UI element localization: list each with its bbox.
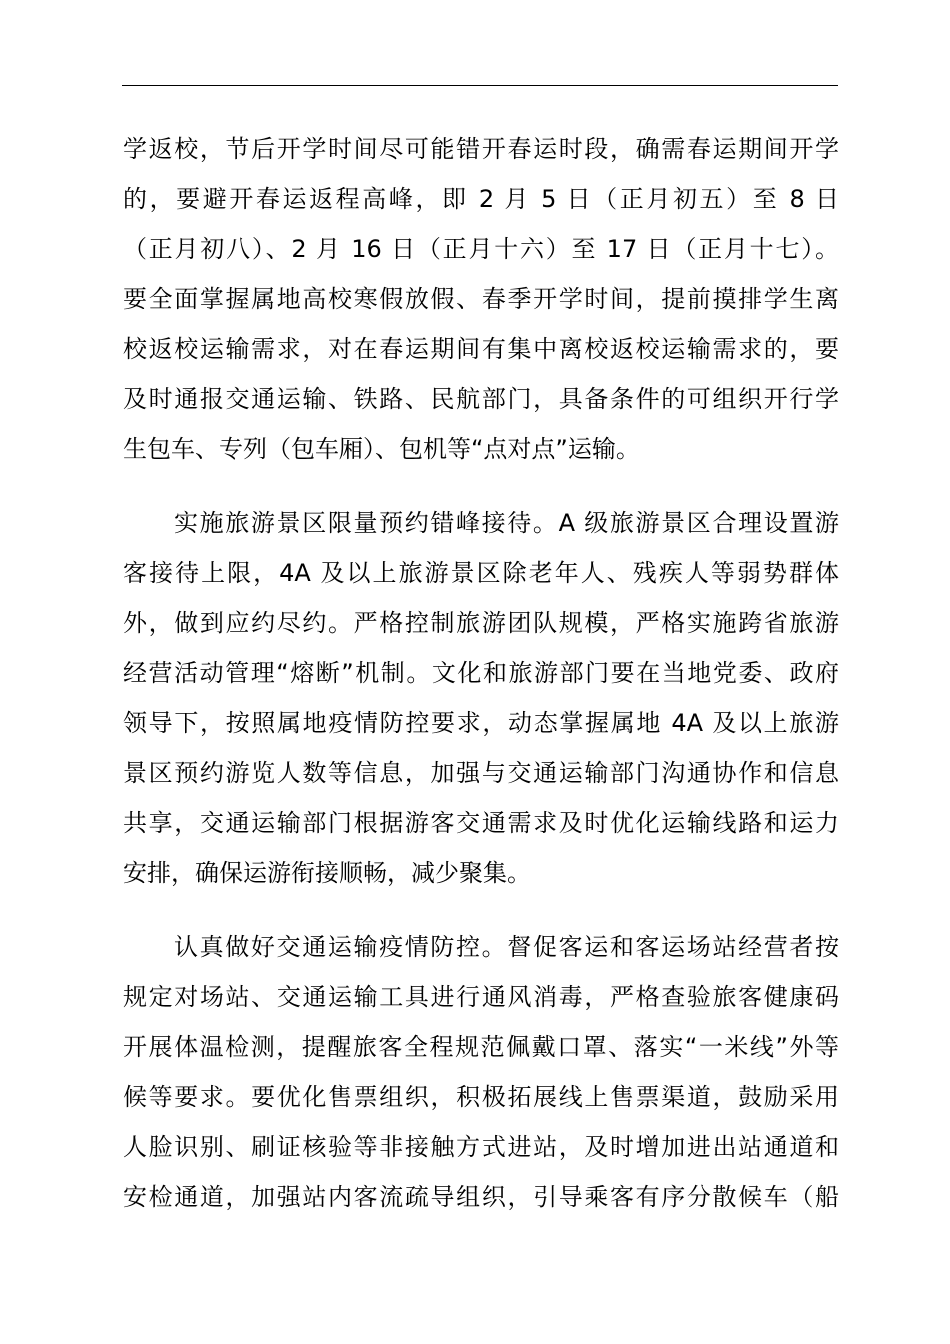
text-line: 要全面掌握属地高校寒假放假、春季开学时间，提前摸排学生离	[123, 285, 839, 313]
text-line: 人脸识别、刷证核验等非接触方式进站，及时增加进出站通道和	[123, 1133, 839, 1161]
paragraph-transport-epidemic-control	[123, 922, 839, 1222]
text-line: 景区预约游览人数等信息，加强与交通运输部门沟通协作和信息	[123, 759, 839, 787]
text-line: 生包车、专列（包车厢）、包机等“点对点”运输。	[123, 435, 640, 463]
paragraph-student-return	[123, 124, 839, 474]
text-line: 开展体温检测，提醒旅客全程规范佩戴口罩、落实“一米线”外等	[123, 1033, 839, 1061]
text-line: 领导下，按照属地疫情防控要求，动态掌握属地 4A 及以上旅游	[123, 709, 839, 737]
text-line: （正月初八）、2 月 16 日（正月十六）至 17 日（正月十七）。	[123, 235, 839, 263]
text-line: 规定对场站、交通运输工具进行通风消毒，严格查验旅客健康码	[123, 983, 839, 1011]
text-line: 学返校，节后开学时间尽可能错开春运时段，确需春运期间开学	[123, 135, 839, 163]
header-rule	[122, 85, 838, 86]
text-line: 安检通道，加强站内客流疏导组织，引导乘客有序分散候车（船	[123, 1183, 839, 1211]
text-line: 共享，交通运输部门根据游客交通需求及时优化运输线路和运力	[123, 809, 839, 837]
text-line: 外，做到应约尽约。严格控制旅游团队规模，严格实施跨省旅游	[123, 609, 839, 637]
text-line: 安排，确保运游衔接顺畅，减少聚集。	[123, 859, 531, 887]
text-line: 经营活动管理“熔断”机制。文化和旅游部门要在当地党委、政府	[123, 659, 839, 687]
text-line: 实施旅游景区限量预约错峰接待。A 级旅游景区合理设置游	[174, 509, 839, 537]
text-line: 的，要避开春运返程高峰，即 2 月 5 日（正月初五）至 8 日	[123, 185, 839, 213]
text-line: 校返校运输需求，对在春运期间有集中离校返校运输需求的，要	[123, 335, 839, 363]
text-line: 认真做好交通运输疫情防控。督促客运和客运场站经营者按	[174, 933, 839, 961]
text-line: 候等要求。要优化售票组织，积极拓展线上售票渠道，鼓励采用	[123, 1083, 839, 1111]
paragraph-tourism-reservation	[123, 498, 839, 898]
text-line: 客接待上限，4A 及以上旅游景区除老年人、残疾人等弱势群体	[123, 559, 839, 587]
text-line: 及时通报交通运输、铁路、民航部门，具备条件的可组织开行学	[123, 385, 839, 413]
document-body	[123, 124, 839, 1222]
